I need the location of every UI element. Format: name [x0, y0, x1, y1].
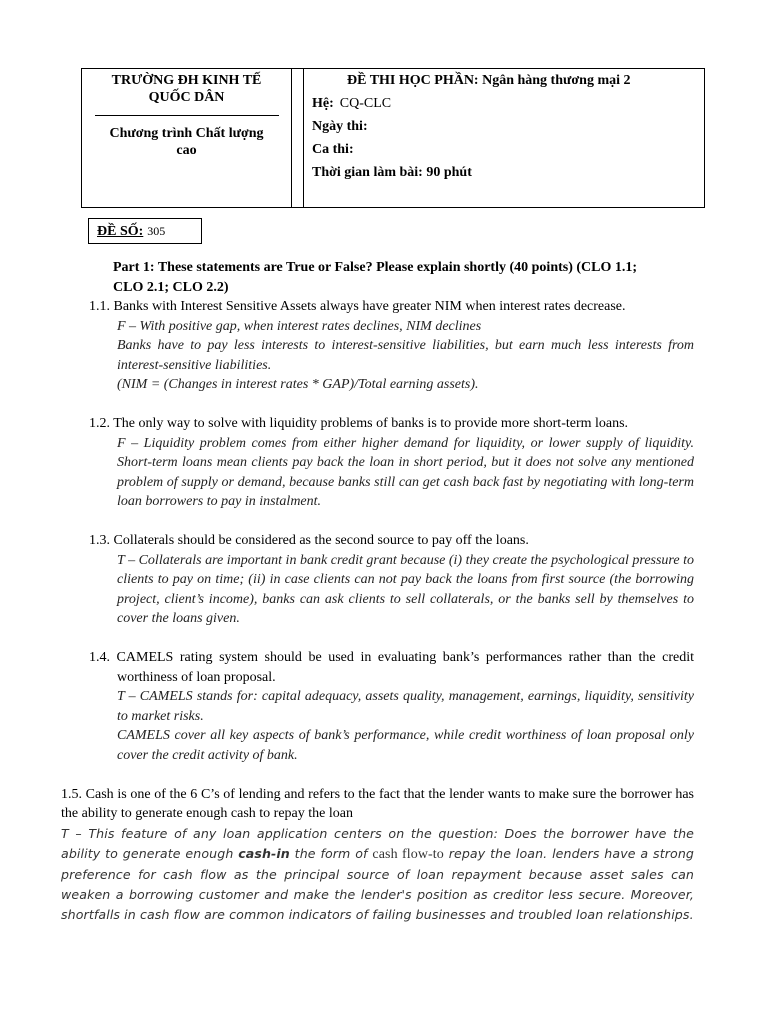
question-1-3 — [89, 531, 694, 629]
header-divider — [95, 115, 279, 116]
spacer — [89, 629, 694, 649]
q12-stem: 1.2. The only way to solve with liquidity problems of banks is to provide more short-term loans. — [89, 416, 629, 431]
q15-stem: 1.5. Cash is one of the 6 C’s of lending and refers to the fact that the lender wants to make sure the borrower has the ability to generate enough cash to repay the loan — [61, 786, 694, 821]
he-row — [312, 92, 704, 115]
q15-answer-part2: the form of — [289, 845, 373, 861]
q15-answer — [61, 824, 694, 925]
ngay-thi: Ngày thi: — [312, 119, 368, 134]
spacer — [89, 512, 694, 532]
q14-stem: 1.4. CAMELS rating system should be used in evaluating bank’s performances rather than the credit worthiness of loan proposal. — [89, 650, 694, 685]
spacer — [89, 395, 694, 415]
q15-answer-bold: cash-in — [238, 845, 290, 861]
question-1-2 — [89, 414, 694, 512]
q15-answer-plain: cash flow-to — [372, 846, 444, 862]
question-1-4 — [89, 648, 694, 765]
de-so-number: 305 — [147, 224, 166, 238]
q11-stem: 1.1. Banks with Interest Sensitive Assets always have greater NIM when interest rates decrease. — [89, 299, 626, 314]
exam-content — [61, 258, 694, 925]
he-label: Hệ: — [312, 96, 334, 111]
q15-answer-part1: T – This feature of any loan application centers on the question: Does the borrower have the ability to generate enough — [61, 825, 694, 861]
question-1-5 — [61, 785, 694, 925]
part1-line2: CLO 2.1; CLO 2.2) — [113, 279, 229, 295]
header-right-cell — [304, 69, 704, 207]
ca-thi: Ca thi: — [312, 142, 354, 157]
q11-answer-3: (NIM = (Changes in interest rates * GAP)/Total earning assets). — [117, 377, 479, 392]
q13-answer-1: T – Collaterals are important in bank credit grant because (i) they create the psychological pressure to clients to pay on time; (ii) in case clients can not pay back the loans from first source (the borrowing project, client’s income), banks can ask clients to sell collaterals, or the banks sell by themselves to cover the loans given. — [117, 552, 694, 626]
q12-answer-1: F – Liquidity problem comes from either higher demand for liquidity, or lower supply of liquidity. Short-term loans mean clients pay back the loan in short period, but it does not solve any mentioned problem of supply or demand, because banks still can get cash back fast by negotiating with long-term loan borrowers to pay in instalment. — [117, 435, 694, 509]
program-name: Chương trình Chất lượng cao — [109, 126, 264, 158]
school-name: TRƯỜNG ĐH KINH TẾ QUỐC DÂN — [111, 73, 262, 105]
header-left-cell — [82, 69, 292, 207]
part1-line1: Part 1: These statements are True or False? Please explain shortly (40 points) (CLO 1.1; — [113, 260, 638, 275]
part1-heading — [89, 258, 694, 297]
de-so-box — [88, 218, 202, 244]
de-so-label: ĐỀ SỐ: — [97, 224, 144, 239]
question-1-1 — [89, 297, 694, 395]
q14-answer-2: CAMELS cover all key aspects of bank’s performance, while credit worthiness of loan proposal only cover the credit activity of bank. — [117, 728, 694, 763]
q13-stem: 1.3. Collaterals should be considered as the second source to pay off the loans. — [89, 533, 529, 548]
spacer — [89, 765, 694, 785]
exam-header-table — [81, 68, 705, 208]
thoi-gian: Thời gian làm bài: 90 phút — [312, 165, 472, 180]
header-gap-cell — [292, 69, 304, 207]
q14-answer-1: T – CAMELS stands for: capital adequacy, assets quality, management, earnings, liquidity, sensitivity to market risks. — [117, 689, 694, 724]
he-value: CQ-CLC — [339, 96, 392, 111]
q15-answer-part3: repay the loan. lenders have a strong preference for cash flow as the principal source of loan repayment because asset sales can weaken a borrowing customer and make the lender's position as creditor less secure. Moreover, shortfalls in cash flow are common indicators of failing businesses and troubled loan relationships. — [61, 845, 694, 922]
q11-answer-1: F – With positive gap, when interest rates declines, NIM declines — [117, 318, 482, 334]
q11-answer-2: Banks have to pay less interests to interest-sensitive liabilities, but earn much less interests from interest-sensitive liabilities. — [117, 338, 694, 373]
exam-title: ĐỀ THI HỌC PHẦN: Ngân hàng thương mại 2 — [347, 73, 631, 88]
